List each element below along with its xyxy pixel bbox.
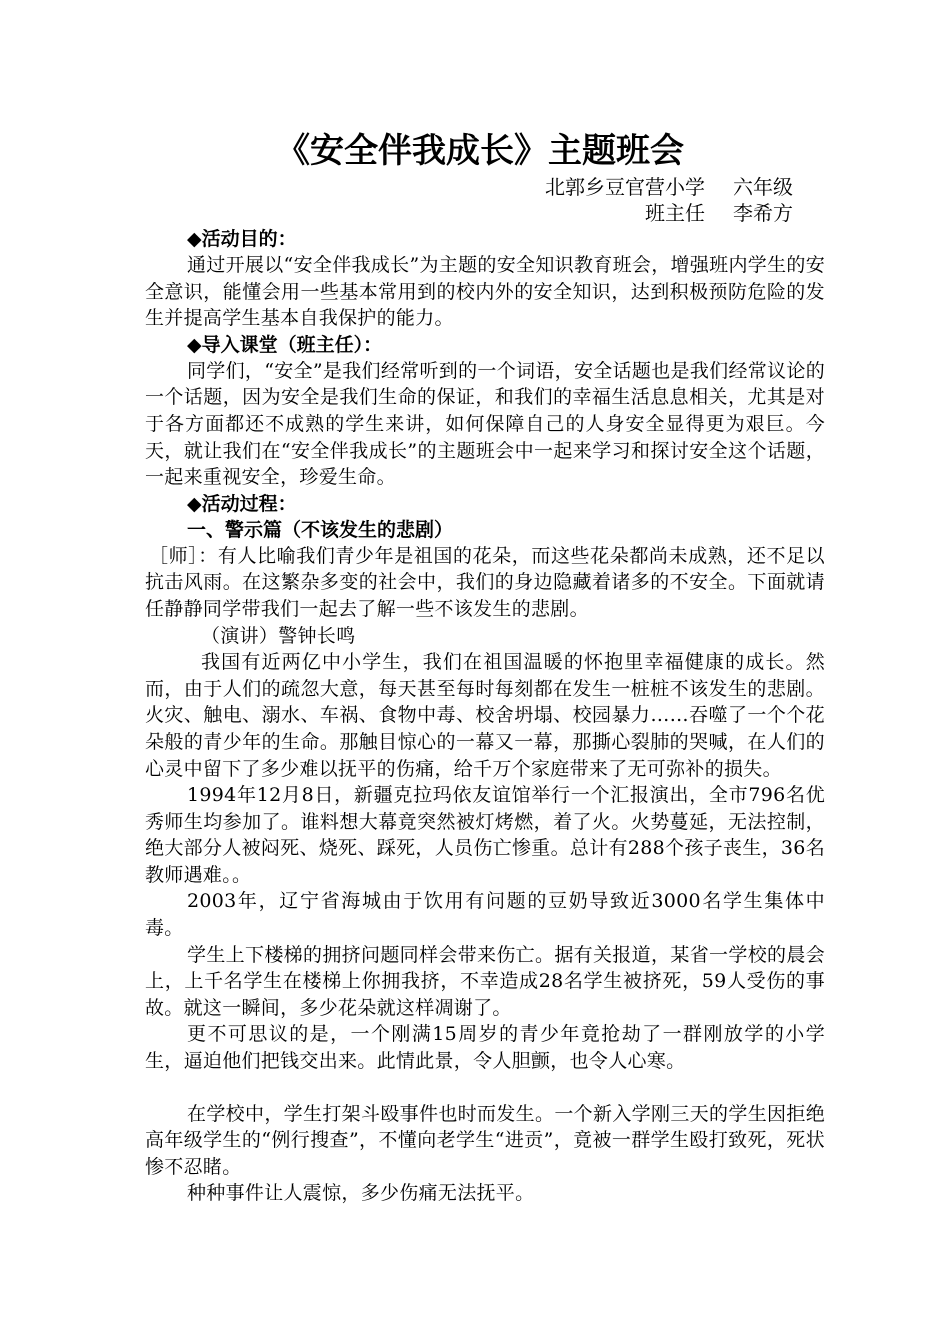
byline-name: 李希方 <box>733 201 793 225</box>
speech-label: （演讲）警钟长鸣 <box>201 624 356 647</box>
byline-school: 北郭乡豆官营小学 <box>545 175 705 199</box>
byline-school-line <box>145 174 825 200</box>
speech-paragraph-7: 种种事件让人震惊，多少伤痛无法抚平。 <box>187 1182 535 1205</box>
speech-paragraph-2: 1994年12月8日，新疆克拉玛依友谊馆举行一个汇报演出，全市796名优秀师生均参加了。谁料想大幕竟突然被灯烤燃，着了火。火势蔓延，无法控制，绝大部分人被闷死、烧死、踩死，人员伤亡惨重。总计有288个孩子丧生，36名教师遇难。。 <box>145 784 825 886</box>
purpose-paragraph: 通过开展以“安全伴我成长”为主题的安全知识教育班会，增强班内学生的安全意识，能懂会用一些基本常用到的校内外的安全知识，达到积极预防危险的发生并提高学生基本自我保护的能力。 <box>145 254 825 330</box>
intro-paragraph: 同学们，“安全”是我们经常听到的一个词语，安全话题也是我们经常议论的一个话题，因为安全是我们生命的保证，和我们的幸福生活息息相关，尤其是对于各方面都还不成熟的学生来讲，如何保障自己的人身安全显得更为艰巨。今天，就让我们在“安全伴我成长”的主题班会中一起来学习和探讨安全这个话题，一起来重视安全，珍爱生命。 <box>145 359 825 489</box>
byline-role: 班主任 <box>645 201 705 225</box>
purpose-heading: ◆活动目的： <box>187 228 297 250</box>
speech-paragraph-5: 更不可思议的是，一个刚满15周岁的青少年竟抢劫了一群刚放学的小学生，逼迫他们把钱交出来。此情此景，令人胆颤，也令人心寒。 <box>145 1023 825 1073</box>
speech-paragraph-4: 学生上下楼梯的拥挤问题同样会带来伤亡。据有关报道，某省一学校的晨会上，上千名学生在楼梯上你拥我挤，不幸造成28名学生被挤死，59人受伤的事故。就这一瞬间，多少花朵就这样凋谢了。 <box>145 943 825 1019</box>
teacher-paragraph: ［师］：有人比喻我们青少年是祖国的花朵，而这些花朵都尚未成熟，还不足以抗击风雨。在这繁杂多变的社会中，我们的身边隐藏着诸多的不安全。下面就请任静静同学带我们一起去了解一些不该发生的悲剧。 <box>145 544 825 620</box>
intro-heading: ◆导入课堂（班主任）： <box>187 333 383 356</box>
speech-paragraph-6: 在学校中，学生打架斗殴事件也时而发生。一个新入学刚三天的学生因拒绝高年级学生的“例行搜查”，不懂向老学生“进贡”，竟被一群学生殴打致死，死状惨不忍睹。 <box>145 1102 825 1178</box>
byline-grade: 六年级 <box>733 175 793 199</box>
speech-paragraph-1: 我国有近两亿中小学生，我们在祖国温暖的怀抱里幸福健康的成长。然而，由于人们的疏忽大意，每天甚至每时每刻都在发生一桩桩不该发生的悲剧。火灾、触电、溺水、车祸、食物中毒、校舍坍塌、校园暴力……吞噬了一个个花朵般的青少年的生命。那触目惊心的一幕又一幕，那撕心裂肺的哭喊，在人们的心灵中留下了多少难以抚平的伤痛，给千万个家庭带来了无可弥补的损失。 <box>145 651 825 780</box>
part1-heading: 一、警示篇（不该发生的悲剧） <box>187 518 454 541</box>
process-heading: ◆活动过程： <box>187 492 297 515</box>
byline-teacher-line <box>145 200 825 226</box>
speech-paragraph-3: 2003年，辽宁省海城由于饮用有问题的豆奶导致近3000名学生集体中毒。 <box>145 890 825 940</box>
document-page <box>145 128 825 1207</box>
document-title: 《安全伴我成长》主题班会 <box>276 131 684 171</box>
blank-line <box>145 1075 825 1101</box>
